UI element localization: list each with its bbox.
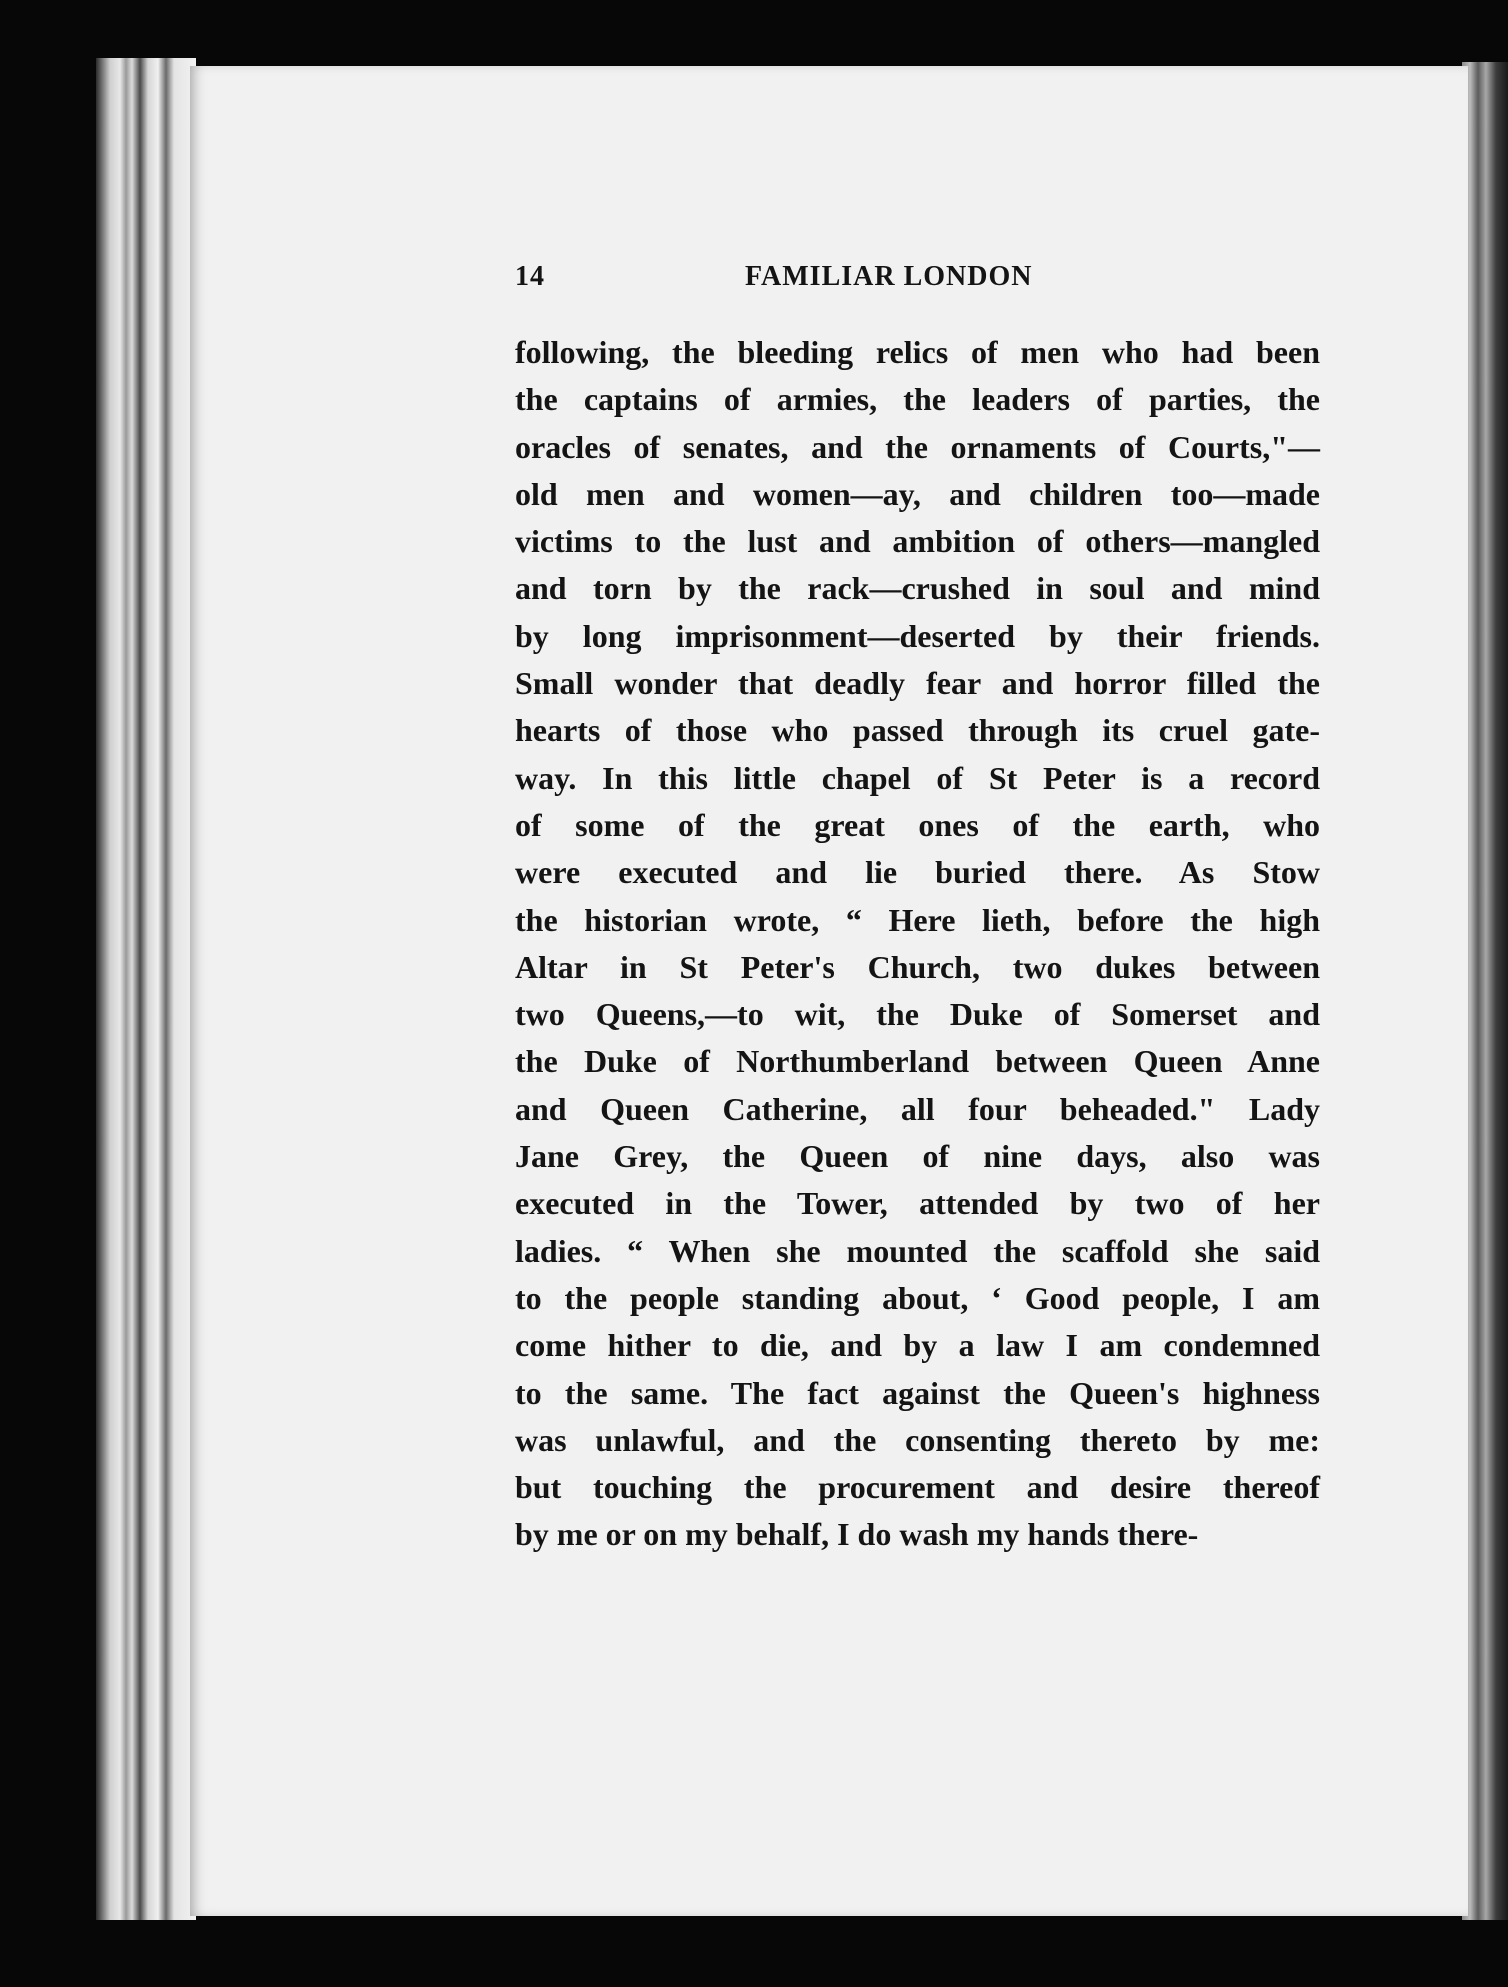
text-line: two Queens,—to wit, the Duke of Somerset and (515, 996, 1320, 1033)
page-sheet (190, 66, 1468, 1916)
text-line: the captains of armies, the leaders of parties, the (515, 381, 1320, 418)
text-line: to the people standing about, ‘ Good people, I am (515, 1279, 1320, 1316)
text-line: but touching the procurement and desire thereof (515, 1469, 1320, 1506)
text-line: Small wonder that deadly fear and horror filled the (515, 665, 1320, 702)
text-line: old men and women—ay, and children too—made (515, 475, 1320, 512)
text-line: and Queen Catherine, all four beheaded." Lady (515, 1090, 1320, 1127)
text-line: of some of the great ones of the earth, who (515, 806, 1320, 843)
text-line: were executed and lie buried there. As Stow (515, 854, 1320, 891)
running-title: FAMILIAR LONDON (745, 261, 1033, 292)
text-line: hearts of those who passed through its cruel gate- (515, 712, 1320, 749)
text-line: and torn by the rack—crushed in soul and mind (515, 570, 1320, 607)
text-line: executed in the Tower, attended by two of her (515, 1185, 1320, 1222)
page-number: 14 (515, 261, 545, 292)
text-line: by long imprisonment—deserted by their friends. (515, 617, 1320, 654)
text-line: following, the bleeding relics of men who had been (515, 334, 1320, 370)
text-line: way. In this little chapel of St Peter is a record (515, 759, 1320, 796)
text-line: ladies. “ When she mounted the scaffold she said (515, 1232, 1320, 1269)
text-line: victims to the lust and ambition of others—mangled (515, 523, 1320, 560)
running-head (515, 261, 1508, 301)
text-line: Altar in St Peter's Church, two dukes between (515, 948, 1320, 985)
page-content (515, 261, 1508, 1559)
text-line: the Duke of Northumberland between Queen Anne (515, 1043, 1320, 1080)
text-line: Jane Grey, the Queen of nine days, also was (515, 1138, 1320, 1175)
text-line: was unlawful, and the consenting thereto by me: (515, 1421, 1320, 1458)
book-spine-edge (96, 58, 196, 1920)
text-line: the historian wrote, “ Here lieth, before the high (515, 901, 1320, 938)
text-line: come hither to die, and by a law I am condemned (515, 1327, 1320, 1364)
text-line: oracles of senates, and the ornaments of Courts,"— (515, 428, 1320, 465)
text-line: to the same. The fact against the Queen's highness (515, 1374, 1320, 1411)
body-text (515, 329, 1508, 1559)
text-line: by me or on my behalf, I do wash my hands there- (515, 1516, 1199, 1553)
